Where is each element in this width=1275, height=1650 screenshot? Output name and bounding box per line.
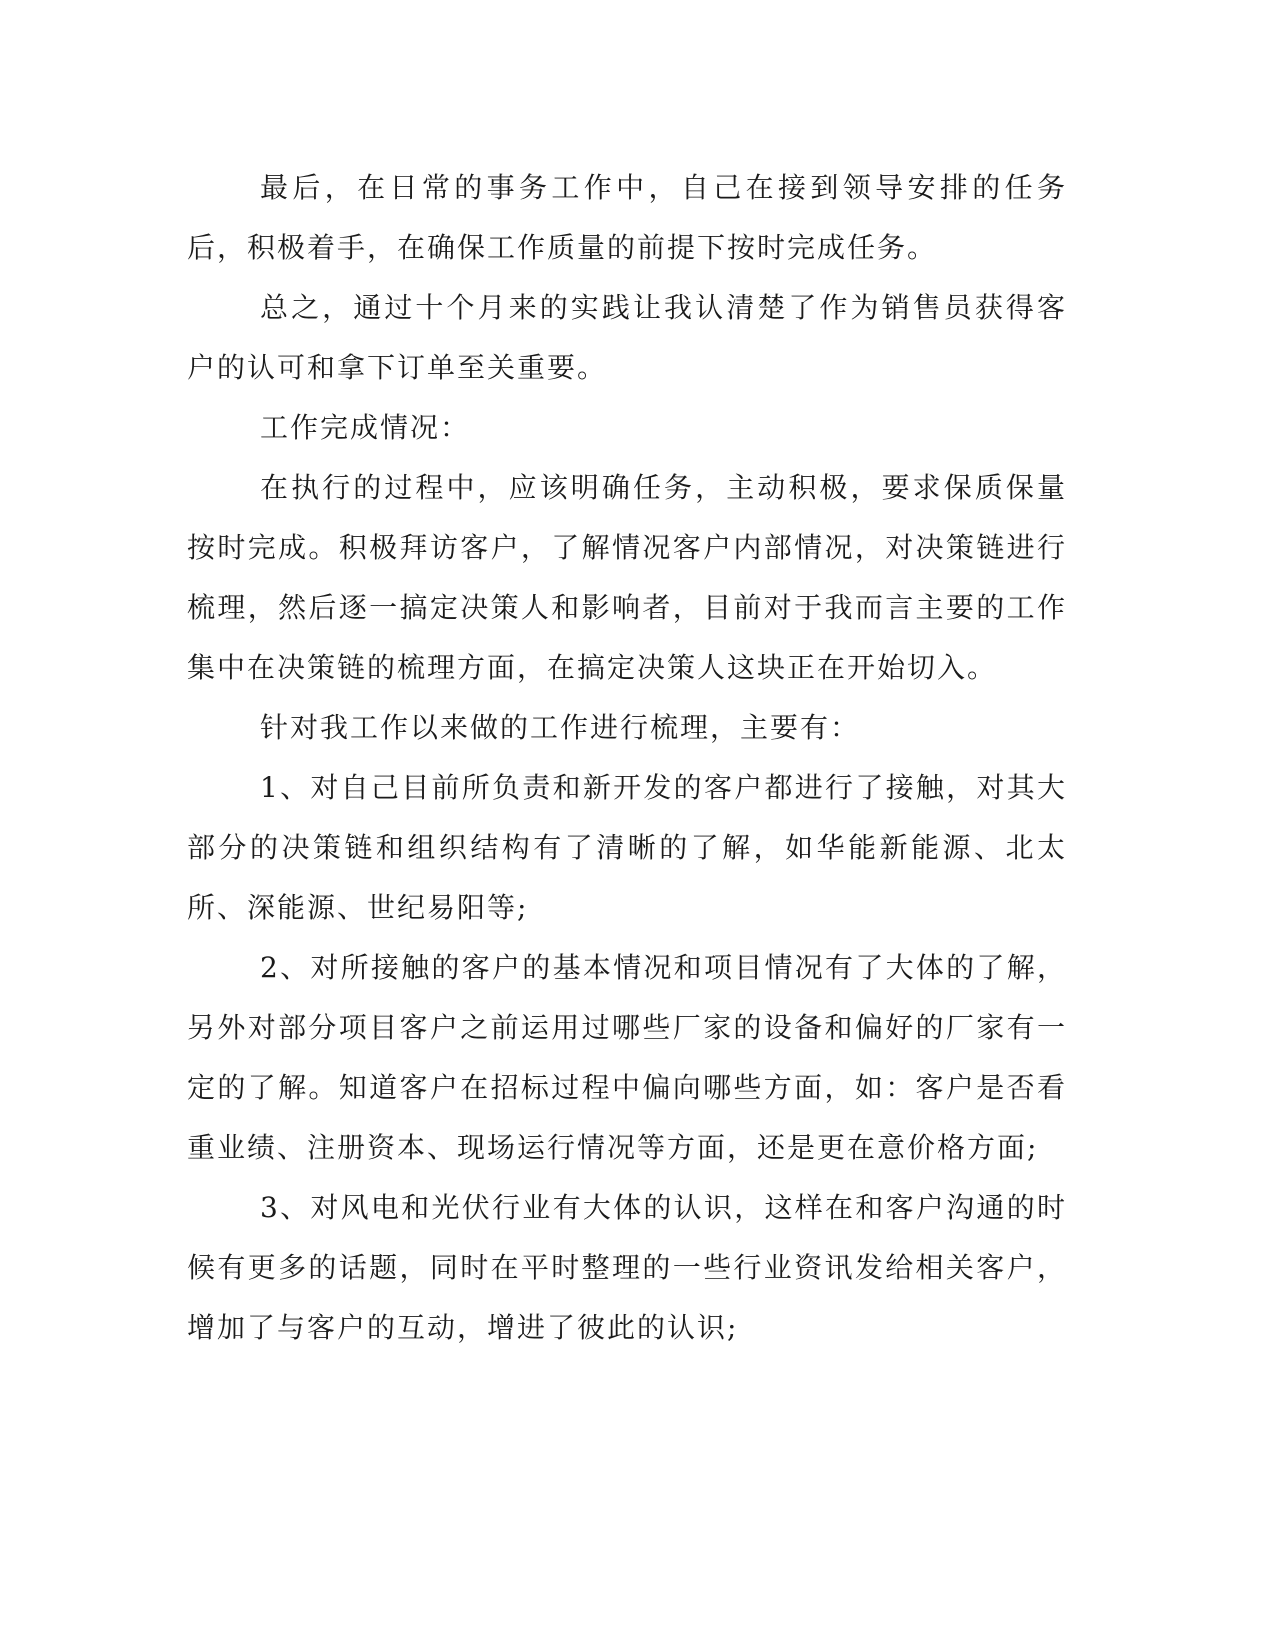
paragraph-execution: 在执行的过程中，应该明确任务，主动积极，要求保质保量按时完成。积极拜访客户，了解情况客户内部情况，对决策链进行梳理，然后逐一搞定决策人和影响者，目前对于我而言主要的工作集中在决策链的梳理方面，在搞定决策人这块正在开始切入。 (187, 471, 1067, 684)
paragraph-review-intro: 针对我工作以来做的工作进行梳理，主要有： (260, 711, 861, 744)
section-heading-work-completion: 工作完成情况： (260, 411, 471, 444)
document-body (187, 158, 1067, 1358)
list-item-3: 3、对风电和光伏行业有大体的认识，这样在和客户沟通的时候有更多的话题，同时在平时整理的一些行业资讯发给相关客户，增加了与客户的互动，增进了彼此的认识; (187, 1191, 1067, 1344)
paragraph-summary: 总之，通过十个月来的实践让我认清楚了作为销售员获得客户的认可和拿下订单至关重要。 (187, 291, 1067, 384)
list-item-2: 2、对所接触的客户的基本情况和项目情况有了大体的了解，另外对部分项目客户之前运用过哪些厂家的设备和偏好的厂家有一定的了解。知道客户在招标过程中偏向哪些方面，如：客户是否看重业绩、注册资本、现场运行情况等方面，还是更在意价格方面; (187, 951, 1067, 1164)
paragraph-conclusion-daily-work: 最后，在日常的事务工作中，自己在接到领导安排的任务后，积极着手，在确保工作质量的前提下按时完成任务。 (187, 171, 1067, 264)
list-item-1: 1、对自己目前所负责和新开发的客户都进行了接触，对其大部分的决策链和组织结构有了清晰的了解，如华能新能源、北太所、深能源、世纪易阳等; (187, 771, 1067, 924)
